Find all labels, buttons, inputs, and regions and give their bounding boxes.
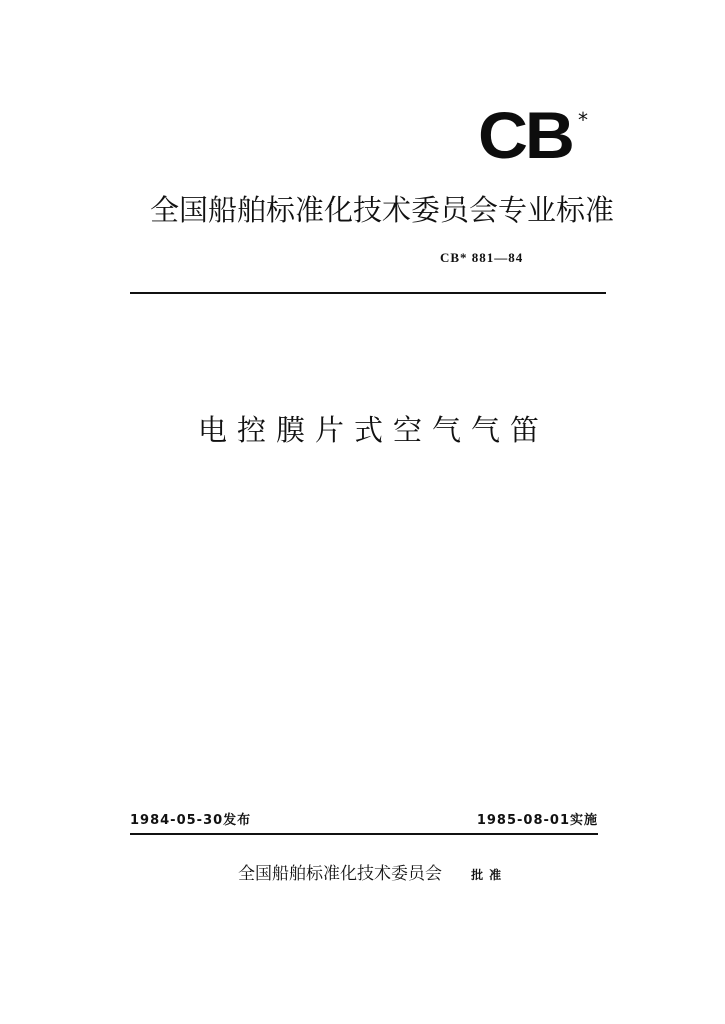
committee-title: 全国船舶标准化技术委员会专业标准 [150, 193, 615, 227]
approval-line [238, 862, 507, 887]
document-title: 电控膜片式空气气笛 [198, 413, 550, 447]
standard-code: CB* 881—84 [440, 250, 524, 265]
cb-logo [478, 98, 598, 172]
approve-word: 批准 [471, 868, 508, 882]
issue-date: 1984-05-30发布 [130, 813, 252, 828]
logo-text: CB [478, 98, 572, 172]
logo-star: * [578, 108, 588, 132]
effective-date: 1985-08-01实施 [476, 813, 598, 828]
approver: 全国船舶标准化技术委员会 [238, 864, 442, 884]
bottom-divider [130, 833, 598, 835]
top-divider [130, 292, 606, 294]
